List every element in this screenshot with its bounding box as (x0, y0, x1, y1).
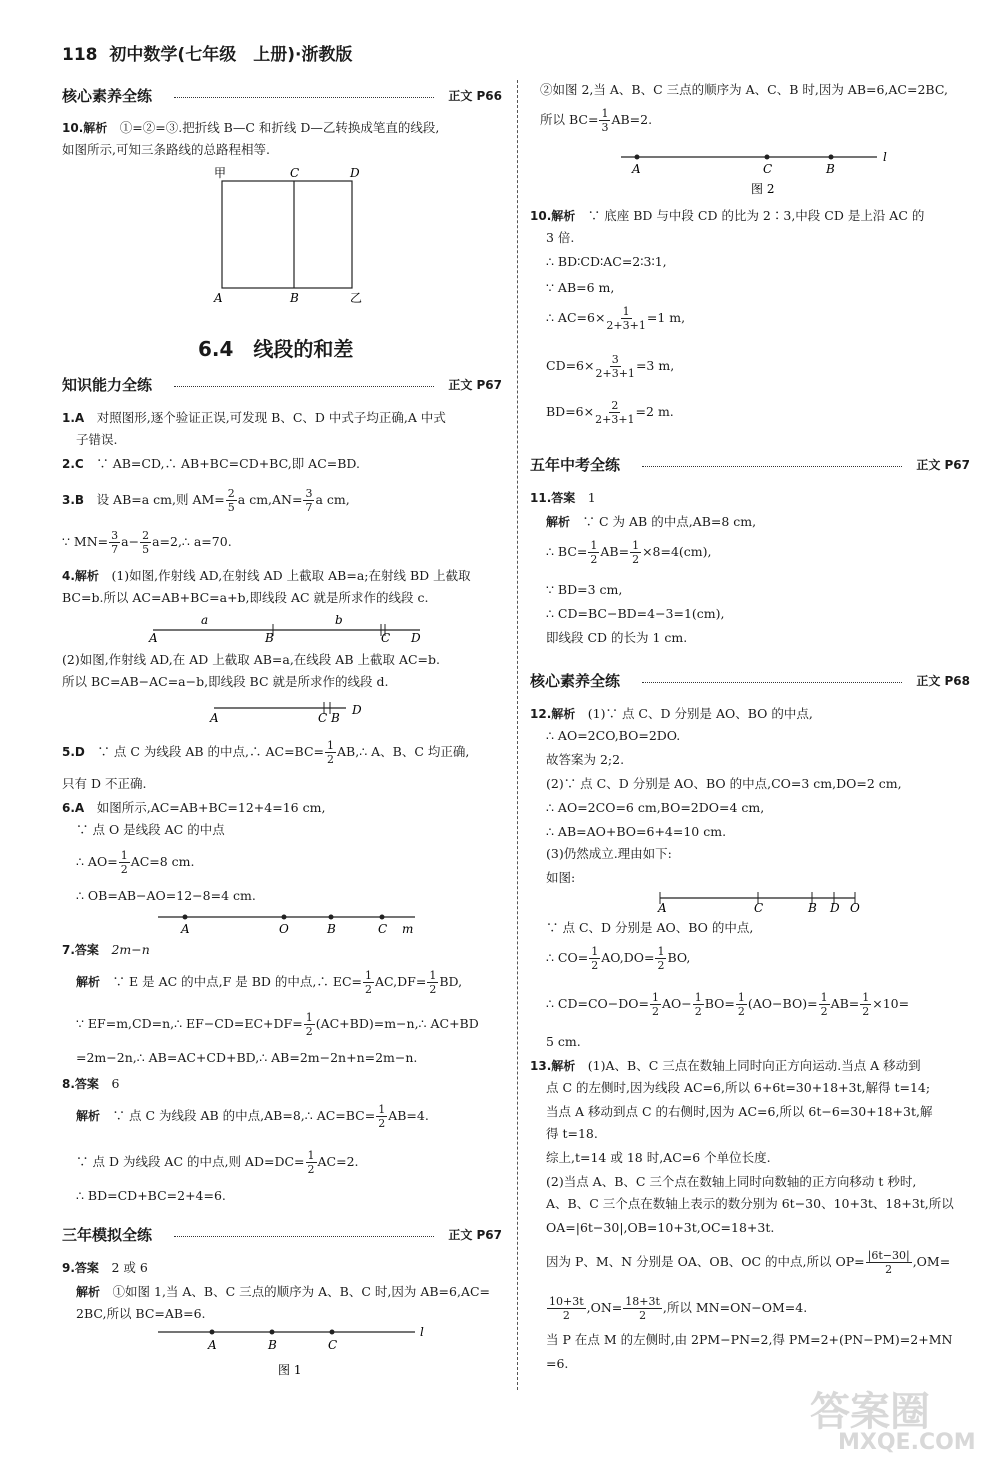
right-q13-line8: OA=|6t−30|,OB=10+3t,OC=18+3t. (546, 1220, 775, 1235)
right-q13-line2: 点 C 的左侧时,因为线段 AC=6,所以 6+6t=30+18+3t,解得 t=14; (546, 1080, 931, 1095)
left-q4-line1: 4.解析 (1)如图,作射线 AD,在射线 AD 上截取 AB=a;在射线 BD 上截取 (62, 568, 471, 583)
section-title: 知识能力全练 (62, 376, 153, 394)
fraction: $\frac{1}{2}$ (590, 539, 598, 566)
left-q4-line3: (2)如图,作射线 AD,在 AD 上截取 AB=a,在线段 AB 上截取 AC=b. (62, 652, 440, 667)
right-q12-line8: 如图: (546, 870, 576, 885)
right-q11-answer: 11.答案 1 (530, 490, 596, 505)
right-q13-line3: 当点 A 移动到点 C 的右侧时,因为 AC=6,所以 6t−6=30+18+3t,解 (546, 1104, 933, 1119)
section-title: 核心素养全练 (530, 672, 621, 690)
right-q11-line4: ∴ CD=BC−BD=4−3=1(cm), (546, 606, 725, 621)
book-title: 初中数学(七年级 上册)·浙教版 (109, 45, 353, 65)
right-q11-line3: ∵ BD=3 cm, (546, 582, 623, 597)
fig10-label-yi: 乙 (350, 291, 363, 305)
left-q3-line1: 3.B 设 AB=a cm,则 AM= $\frac{2}{5}$ a cm,AN= $\frac{3}{7}$ a cm, (62, 487, 350, 514)
fig10-label-jia: 甲 (214, 166, 227, 180)
svg-text:D: D (830, 901, 840, 915)
fraction: $\frac{3}{2+3+1}$ (595, 353, 635, 380)
fraction: $\frac{2}{5}$ (227, 487, 235, 514)
svg-text:A: A (181, 922, 190, 936)
right-q12-line6: ∴ AB=AO+BO=6+4=10 cm. (546, 824, 727, 839)
fraction: $\frac{1}{2}$ (120, 849, 128, 876)
right-q12-line4: (2)∵ 点 C、D 分别是 AO、BO 的中点,CO=3 cm,DO=2 cm, (546, 776, 902, 791)
svg-text:C B: C B (318, 711, 340, 725)
fraction: $\frac{1}{2}$ (307, 1149, 315, 1176)
left-q10-line2: 如图所示,可知三条路线的总路程相等. (62, 142, 270, 157)
section-page-ref: 正文 P67 (448, 378, 502, 392)
section-hexin-2 (530, 670, 970, 692)
section-page-ref: 正文 P68 (916, 674, 970, 688)
right-q11-line2: ∴ BC= $\frac{1}{2}$ AB= $\frac{1}{2}$ ×8=4(cm), (546, 539, 712, 566)
right-q13-line11: 当 P 在点 M 的左侧时,由 2PM−PN=2,得 PM=2+(PN−PM)=2+MN (546, 1332, 953, 1347)
section-hexin-1 (62, 85, 502, 107)
right-q12-line3: 故答案为 2;2. (546, 752, 625, 767)
right-q9-line1: ②如图 2,当 A、B、C 三点的顺序为 A、C、B 时,因为 AB=6,AC=2BC, (540, 82, 948, 97)
svg-text:A: A (149, 631, 158, 645)
fraction: $\frac{1}{2}$ (657, 945, 665, 972)
left-q7-answer: 7.答案 2m−n (62, 942, 150, 957)
right-q10-line1: 10.解析 ∵ 底座 BD 与中段 CD 的比为 2∶3,中段 CD 是上沿 AC 的 (530, 208, 925, 223)
figure-q12 (650, 888, 870, 918)
left-q7-line2: ∵ EF=m,CD=n,∴ EF−CD=EC+DF= $\frac{1}{2}$ (AC+BD)=m−n,∴ AC+BD (76, 1011, 479, 1038)
section-dots (174, 1236, 434, 1237)
right-q13-line9: 因为 P、M、N 分别是 OA、OB、OC 的中点,所以 OP= $\frac{|6t-30|}{2}$ ,OM= (546, 1249, 951, 1276)
fraction: $\frac{3}{7}$ (305, 487, 313, 514)
left-q10-line1: 10.解析 ①=②=③.把折线 B—C 和折线 D—乙转换成笔直的线段, (62, 120, 440, 135)
section-page-ref: 正文 P67 (916, 458, 970, 472)
section-page-ref: 正文 P67 (448, 1228, 502, 1242)
left-q7-line1: 解析 ∵ E 是 AC 的中点,F 是 BD 的中点,∴ EC= $\frac{1}{2}$ AC,DF= $\frac{1}{2}$ BD, (76, 969, 463, 996)
left-q4-line4: 所以 BC=AB−AC=a−b,即线段 BC 就是所求作的线段 d. (62, 674, 389, 689)
section-dots (642, 466, 902, 467)
right-q10-line3: ∴ BD∶CD∶AC=2∶3∶1, (546, 254, 667, 269)
fig10-label-d: D (350, 166, 360, 180)
left-q8-line1: 解析 ∵ 点 C 为线段 AB 的中点,AB=8,∴ AC=BC= $\frac{1}{2}$ AB=4. (76, 1103, 429, 1130)
fraction: $\frac{2}{2+3+1}$ (595, 399, 635, 426)
fraction: $\frac{1}{2+3+1}$ (606, 305, 646, 332)
fraction: $\frac{1}{2}$ (632, 539, 640, 566)
svg-text:B: B (268, 1338, 277, 1352)
svg-text:B: B (265, 631, 274, 645)
right-q13-line7: A、B、C 三个点在数轴上表示的数分别为 6t−30、10+3t、18+3t,所以 (546, 1196, 954, 1211)
right-q12-line10: ∴ CO= $\frac{1}{2}$ AO,DO= $\frac{1}{2}$ BO, (546, 945, 691, 972)
fraction: $\frac{1}{2}$ (591, 945, 599, 972)
left-q8-answer: 8.答案 6 (62, 1076, 120, 1091)
section-title: 五年中考全练 (530, 456, 621, 474)
svg-text:C: C (381, 631, 391, 645)
svg-text:D: D (352, 703, 362, 717)
svg-text:O: O (279, 922, 289, 936)
right-q12-line1: 12.解析 (1)∵ 点 C、D 分别是 AO、BO 的中点, (530, 706, 813, 721)
left-q1-line2: 子错误. (76, 432, 118, 447)
svg-text:b: b (335, 613, 343, 627)
right-q12-line12: 5 cm. (546, 1034, 581, 1049)
section-title: 核心素养全练 (62, 87, 153, 105)
fig10-label-c: C (290, 166, 300, 180)
column-divider (517, 80, 518, 1390)
watermark-url: MXQE.COM (838, 1430, 976, 1455)
right-q10-ac: ∴ AC=6× $\frac{1}{2+3+1}$ =1 m, (546, 305, 686, 332)
right-q13-line5: 综上,t=14 或 18 时,AC=6 个单位长度. (546, 1150, 771, 1165)
left-q2: 2.C ∵ AB=CD,∴ AB+BC=CD+BC,即 AC=BD. (62, 456, 360, 471)
right-q12-line2: ∴ AO=2CO,BO=2DO. (546, 728, 681, 743)
fig10-label-b: B (290, 291, 299, 305)
section-title: 三年模拟全练 (62, 1226, 153, 1244)
figure-q6-number-line (150, 905, 430, 937)
section-dots (174, 97, 434, 98)
svg-text:O: O (850, 901, 860, 915)
figure-q4-2 (206, 696, 376, 726)
right-q9-line2: 所以 BC= $\frac{1}{3}$ AB=2. (540, 107, 653, 134)
left-q5-line2: 只有 D 不正确. (62, 776, 147, 791)
figure-2 (615, 145, 905, 200)
figure-q10-rectangle (210, 165, 370, 305)
figure-1 (150, 1322, 440, 1382)
right-q13-line4: 得 t=18. (546, 1126, 598, 1141)
left-q8-line2: ∵ 点 D 为线段 AC 的中点,则 AD=DC= $\frac{1}{2}$ AC=2. (76, 1149, 359, 1176)
section-dots (174, 386, 434, 387)
right-q12-line7: (3)仍然成立.理由如下: (546, 846, 672, 861)
fraction: $\frac{1}{2}$ (327, 739, 335, 766)
page-header (62, 40, 352, 65)
section-page-ref: 正文 P66 (448, 89, 502, 103)
right-q10-bd: BD=6× $\frac{2}{2+3+1}$ =2 m. (546, 399, 674, 426)
left-q6-line2: ∵ 点 O 是线段 AC 的中点 (76, 822, 225, 837)
svg-text:D: D (411, 631, 421, 645)
left-q9-line2: 2BC,所以 BC=AB=6. (76, 1306, 206, 1321)
fraction: $\frac{2}{5}$ (142, 529, 150, 556)
left-q9-answer: 9.答案 2 或 6 (62, 1260, 148, 1275)
fraction: $\frac{1}{2}$ (305, 1011, 313, 1038)
page-number: 118 (62, 45, 98, 65)
figure-2-caption: 图 2 (751, 182, 775, 196)
figure-1-caption: 图 1 (278, 1363, 302, 1377)
svg-text:a: a (201, 613, 209, 627)
fraction: $\frac{1}{2}$ (378, 1103, 386, 1130)
svg-text:B: B (826, 162, 835, 176)
left-q3-line2: ∵ MN= $\frac{3}{7}$ a− $\frac{2}{5}$ a=2,∴ a=70. (62, 529, 232, 556)
svg-text:A: A (632, 162, 641, 176)
chapter-title: 6.4 线段的和差 (198, 337, 354, 361)
left-q6-line4: ∴ OB=AB−AO=12−8=4 cm. (76, 888, 256, 903)
fig10-label-a: A (214, 291, 223, 305)
right-q10-cd: CD=6× $\frac{3}{2+3+1}$ =3 m, (546, 353, 675, 380)
section-sannian (62, 1224, 502, 1246)
section-dots (642, 682, 902, 683)
right-q13-line12: =6. (546, 1356, 569, 1371)
svg-text:l: l (420, 1325, 424, 1339)
figure-q4-1 (145, 612, 435, 646)
svg-text:m: m (402, 922, 414, 936)
svg-text:C: C (763, 162, 773, 176)
svg-text:C: C (328, 1338, 338, 1352)
left-q4-line2: BC=b.所以 AC=AB+BC=a+b,即线段 AC 就是所求作的线段 c. (62, 590, 429, 605)
right-q13-line10: $\frac{10+3t}{2}$ ,ON= $\frac{18+3t}{2}$ ,所以 MN=ON−OM=4. (549, 1295, 808, 1322)
svg-text:B: B (327, 922, 336, 936)
svg-text:A: A (658, 901, 667, 915)
watermark-logo: 答案圈 (810, 1389, 930, 1435)
left-q9-line1: 解析 ①如图 1,当 A、B、C 三点的顺序为 A、B、C 时,因为 AB=6,AC= (76, 1284, 491, 1299)
right-q12-line11: ∴ CD=CO−DO= $\frac{1}{2}$ AO− $\frac{1}{2}$ BO= $\frac{1}{2}$ (AO−BO)= $\frac{1}{2}$ AB= $\frac{1}{2}$ ×10= (546, 991, 910, 1018)
right-q12-line9: ∵ 点 C、D 分别是 AO、BO 的中点, (546, 920, 754, 935)
left-q6-line1: 6.A 如图所示,AC=AB+BC=12+4=16 cm, (62, 800, 326, 815)
left-q7-line3: =2m−2n,∴ AB=AC+CD+BD,∴ AB=2m−2n+n=2m−n. (76, 1050, 418, 1065)
left-q1-line1: 1.A 对照图形,逐个验证正误,可发现 B、C、D 中式子均正确,A 中式 (62, 410, 446, 425)
svg-text:B: B (808, 901, 817, 915)
svg-text:C: C (378, 922, 388, 936)
svg-text:l: l (883, 150, 887, 164)
left-q8-line3: ∴ BD=CD+BC=2+4=6. (76, 1188, 226, 1203)
section-zhishi (62, 374, 502, 396)
fraction: $\frac{1}{2}$ (429, 969, 437, 996)
right-q12-line5: ∴ AO=2CO=6 cm,BO=2DO=4 cm, (546, 800, 765, 815)
right-q10-line2: 3 倍. (546, 230, 575, 245)
right-q13-line1: 13.解析 (1)A、B、C 三点在数轴上同时向正方向运动.当点 A 移动到 (530, 1058, 921, 1073)
svg-text:A: A (208, 1338, 217, 1352)
fraction: $\frac{3}{7}$ (111, 529, 119, 556)
right-q11-line1: 解析 ∵ C 为 AB 的中点,AB=8 cm, (546, 514, 757, 529)
right-q11-line5: 即线段 CD 的长为 1 cm. (546, 630, 688, 645)
right-q10-line4: ∵ AB=6 m, (546, 280, 615, 295)
right-q13-line6: (2)当点 A、B、C 三个点在数轴上同时向数轴的正方向移动 t 秒时, (546, 1174, 917, 1189)
left-q6-line3: ∴ AO= $\frac{1}{2}$ AC=8 cm. (76, 849, 195, 876)
section-wunian (530, 454, 970, 476)
fraction: $\frac{1}{3}$ (601, 107, 609, 134)
left-q5-line1: 5.D ∵ 点 C 为线段 AB 的中点,∴ AC=BC= $\frac{1}{2}$ AB,∴ A、B、C 均正确, (62, 739, 470, 766)
fraction: $\frac{1}{2}$ (365, 969, 373, 996)
svg-text:C: C (754, 901, 764, 915)
svg-text:A: A (210, 711, 219, 725)
